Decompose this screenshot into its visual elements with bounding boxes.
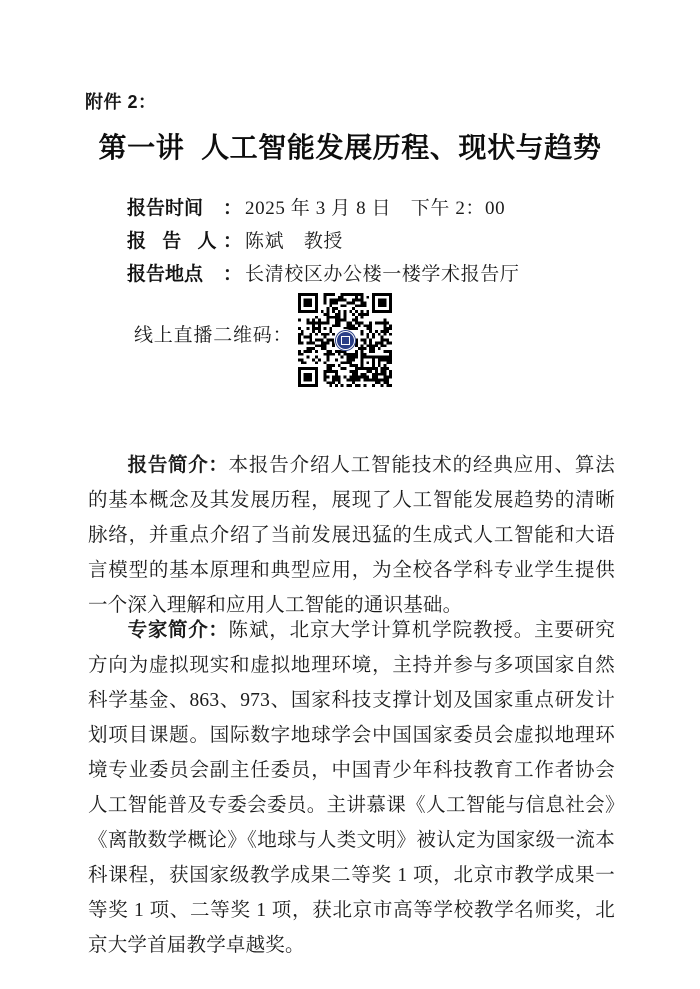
info-colon-venue: ：: [223, 264, 243, 285]
info-value-venue: 长清校区办公楼一楼学术报告厅: [245, 264, 520, 285]
attachment-label: 附件 2：: [85, 92, 157, 112]
qr-center-logo: [334, 329, 356, 351]
qr-code-image[interactable]: [298, 293, 392, 387]
info-row-time: [127, 193, 597, 226]
info-label-speaker: 报 告 人: [127, 231, 223, 252]
page-title: 第一讲 人工智能发展历程、现状与趋势: [98, 132, 602, 163]
qr-center-logo-disc: [336, 331, 355, 350]
info-value-speaker: 陈斌 教授: [245, 231, 344, 252]
info-row-venue: [127, 259, 597, 292]
info-colon-time: ：: [223, 198, 243, 219]
paragraph-bio: [88, 613, 615, 963]
qr-caption: 线上直播二维码：: [134, 325, 293, 346]
info-label-venue: 报告地点: [127, 264, 204, 285]
paragraph-abstract-lead: 报告简介：: [127, 453, 229, 476]
paragraph-abstract-text: 本报告介绍人工智能技术的经典应用、算法的基本概念及其发展历程，展现了人工智能发展趋势的清晰脉络，并重点介绍了当前发展迅猛的生成式人工智能和大语言模型的基本原理和典型应用，为全校各学科专业学生提供一个深入理解和应用人工智能的通识基础。: [88, 454, 615, 616]
info-row-speaker: [127, 226, 597, 259]
info-value-time: 2025 年 3 月 8 日 下午 2：00: [245, 198, 506, 219]
livestream-qr-row: [134, 293, 604, 393]
lecture-info-block: [127, 193, 597, 292]
paragraph-bio-text: 陈斌，北京大学计算机学院教授。主要研究方向为虚拟现实和虚拟地理环境，主持并参与多项国家自然科学基金、863、973、国家科技支撑计划及国家重点研发计划项目课题。国际数字地球学会中国国家委员会虚拟地理环境专业委员会副主任委员，中国青少年科技教育工作者协会人工智能普及专委会委员。主讲慕课《人工智能与信息社会》《离散数学概论》《地球与人类文明》被认定为国家级一流本科课程，获国家级教学成果二等奖 1 项，北京市教学成果一等奖 1 项、二等奖 1 项，获北京市高等学校教学名师奖，北京大学首届教学卓越奖。: [88, 619, 615, 956]
paragraph-abstract: [88, 448, 615, 623]
paragraph-bio-lead: 专家简介：: [127, 618, 229, 641]
info-label-time: 报告时间: [127, 198, 204, 219]
qr-center-logo-glyph: [341, 336, 350, 345]
info-colon-speaker: ：: [223, 231, 243, 252]
